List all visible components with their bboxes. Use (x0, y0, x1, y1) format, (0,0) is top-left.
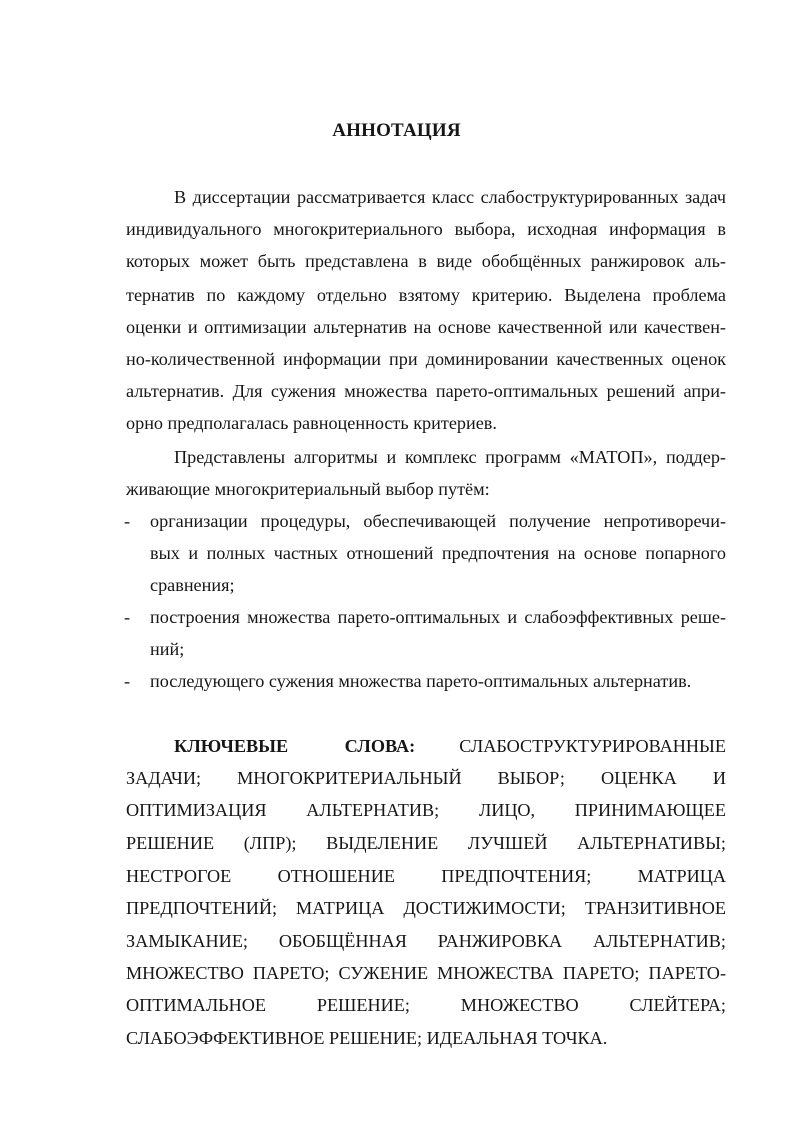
keywords-line: ОПТИМИЗАЦИЯ АЛЬТЕРНАТИВ; ЛИЦО, ПРИНИМАЮЩЕЕ (126, 800, 726, 820)
list-item-line: вых и полных частных отношений предпочтения на основе попарного (150, 543, 726, 563)
keywords-line: СЛАБОЭФФЕКТИВНОЕ РЕШЕНИЕ; ИДЕАЛЬНАЯ ТОЧКА. (126, 1028, 608, 1048)
list-item-line: построения множества парето-оптимальных и слабоэффективных реше- (150, 607, 726, 627)
keywords-first-line (174, 735, 726, 757)
list-marker: - (124, 511, 131, 531)
paragraph-line: индивидуального многокритериального выбора, исходная информация в (126, 219, 726, 239)
paragraph-line: оценки и оптимизации альтернатив на основе качественной или качествен- (126, 317, 726, 337)
keywords-line: РЕШЕНИЕ (ЛПР); ВЫДЕЛЕНИЕ ЛУЧШЕЙ АЛЬТЕРНАТИВЫ; (126, 833, 726, 853)
page-title: АННОТАЦИЯ (332, 120, 461, 141)
list-item-line: последующего сужения множества парето-оптимальных альтернатив. (150, 671, 692, 691)
paragraph-line: Представлены алгоритмы и комплекс программ «МАТОП», поддер- (174, 447, 726, 467)
paragraph-line: альтернатив. Для сужения множества парето-оптимальных решений апри- (126, 381, 726, 401)
list-item-line: ний; (150, 639, 185, 659)
list-marker: - (124, 607, 131, 627)
list-marker: - (124, 671, 131, 691)
paragraph-line: тернатив по каждому отдельно взятому критерию. Выделена проблема (126, 285, 726, 305)
keywords-text: СЛАБОСТРУКТУРИРОВАННЫЕ (459, 736, 726, 756)
list-item-line: сравнения; (150, 575, 235, 595)
keywords-line: ЗАДАЧИ; МНОГОКРИТЕРИАЛЬНЫЙ ВЫБОР; ОЦЕНКА И (126, 768, 726, 788)
keywords-line: МНОЖЕСТВО ПАРЕТО; СУЖЕНИЕ МНОЖЕСТВА ПАРЕТО; ПАРЕТО- (126, 963, 726, 983)
keywords-line: НЕСТРОГОЕ ОТНОШЕНИЕ ПРЕДПОЧТЕНИЯ; МАТРИЦА (126, 866, 726, 886)
keywords-line: ПРЕДПОЧТЕНИЙ; МАТРИЦА ДОСТИЖИМОСТИ; ТРАНЗИТИВНОЕ (126, 898, 726, 918)
keywords-heading: КЛЮЧЕВЫЕ СЛОВА: (174, 736, 416, 756)
keywords-line: ОПТИМАЛЬНОЕ РЕШЕНИЕ; МНОЖЕСТВО СЛЕЙТЕРА; (126, 995, 726, 1015)
paragraph-line: орно предполагалась равноценность критериев. (126, 413, 497, 433)
list-item-line: организации процедуры, обеспечивающей получение непротиворечи- (150, 511, 726, 531)
keywords-line: ЗАМЫКАНИЕ; ОБОБЩЁННАЯ РАНЖИРОВКА АЛЬТЕРНАТИВ; (126, 931, 726, 951)
paragraph-line: живающие многокритериальный выбор путём: (126, 479, 490, 499)
paragraph-line: которых может быть представлена в виде обобщённых ранжировок аль- (126, 251, 726, 271)
paragraph-line: В диссертации рассматривается класс слабоструктурированных задач (174, 187, 726, 207)
paragraph-line: но-количественной информации при доминировании качественных оценок (126, 349, 726, 369)
